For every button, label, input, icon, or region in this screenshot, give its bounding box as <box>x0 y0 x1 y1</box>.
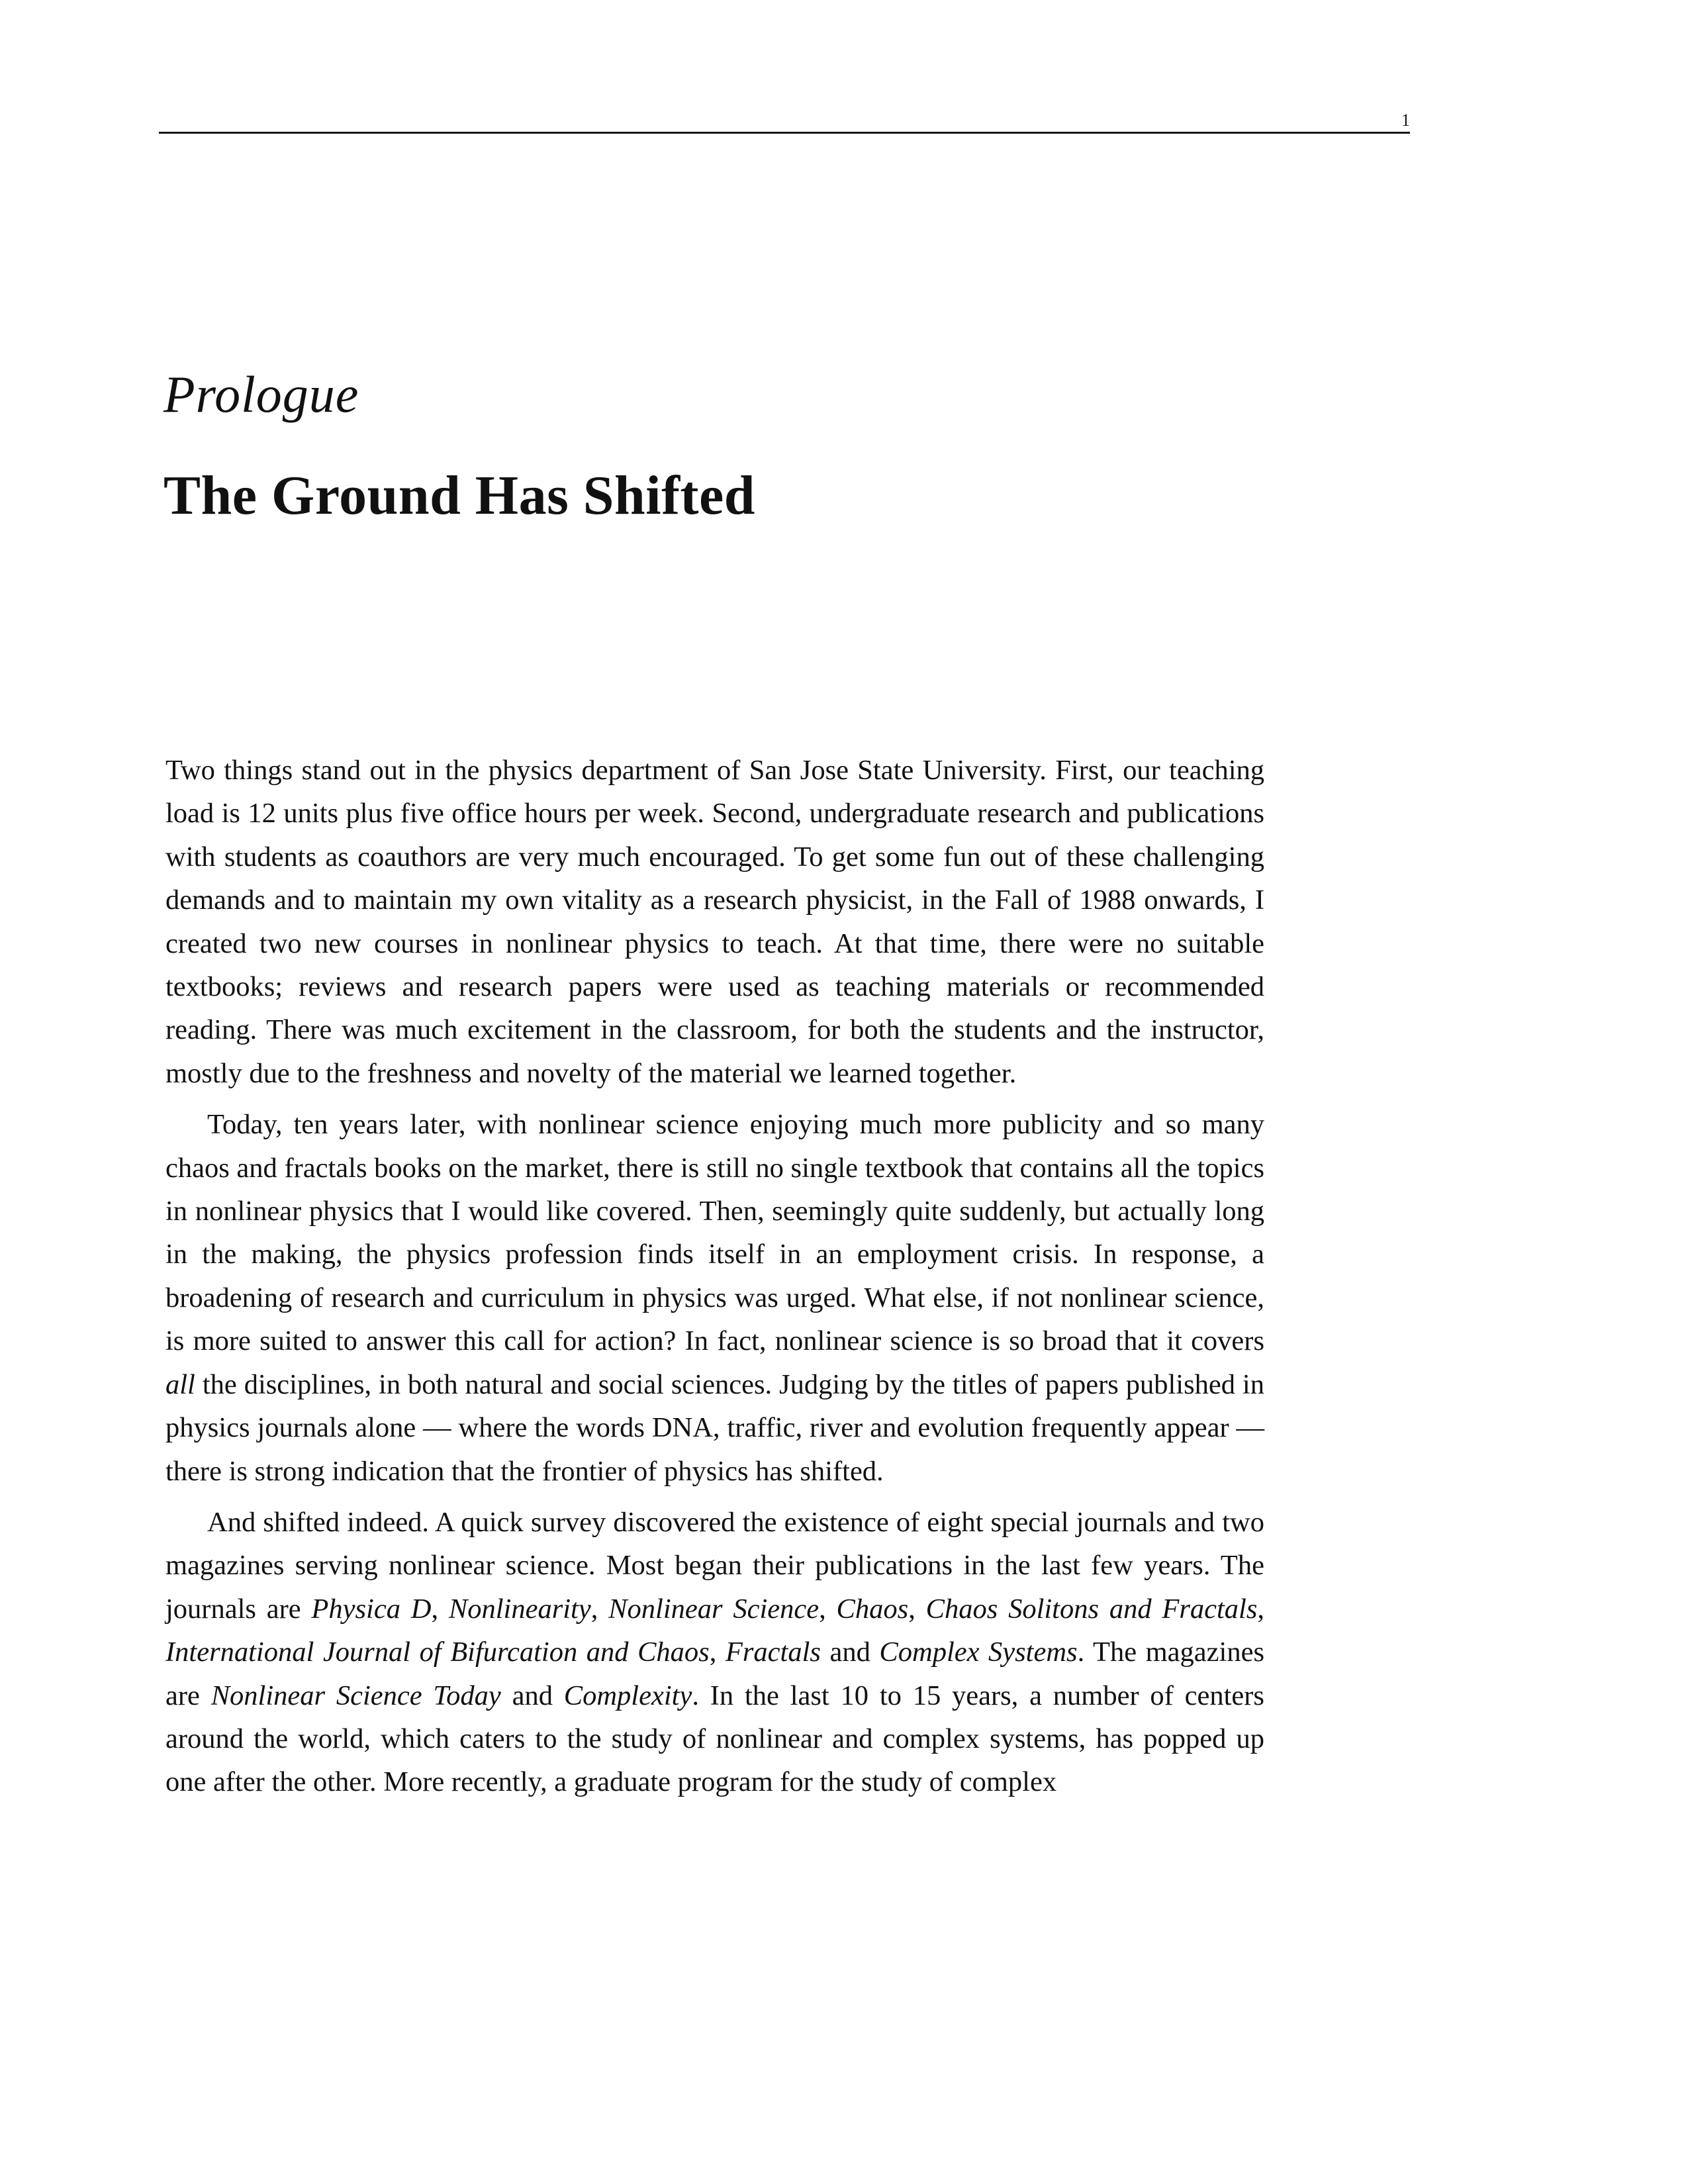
paragraph-2-text-a: Today, ten years later, with nonlinear science enjoying much more publicity and so many chaos and fractals books on the market, there is still no single textbook that contains all the topics in nonlinear physics that I would like covered. Then, seemingly quite suddenly, but actually long in the making, the physics profession finds itself in an employment crisis. In response, a broadening of research and curriculum in physics was urged. What else, if not nonlinear science, is more suited to answer this call for action? In fact, nonlinear science is so broad that it covers <box>165 1109 1264 1357</box>
journal-title: Physica D <box>311 1593 432 1625</box>
part-label: Prologue <box>164 365 359 423</box>
paragraph-3-text-b: . In the last 10 to 15 years, a number of centers around the world, which caters to the study of nonlinear and complex systems, has popped up one after the other. More recently, a graduate program for the study of complex <box>165 1680 1264 1798</box>
paragraph-3 <box>165 1501 1264 1804</box>
journal-title: Complex Systems <box>879 1637 1078 1668</box>
separator: , <box>1257 1593 1265 1625</box>
journal-title: Chaos <box>836 1593 909 1625</box>
separator: , <box>590 1593 609 1625</box>
header-rule <box>159 132 1410 134</box>
separator: and <box>500 1680 564 1711</box>
paragraph-2-text-b: the disciplines, in both natural and social sciences. Judging by the titles of papers published in physics journals alone — where the words DNA, traffic, river and evolution frequently appear — there is strong indication that the frontier of physics has shifted. <box>165 1368 1264 1487</box>
separator: and <box>820 1637 880 1668</box>
paragraph-2 <box>165 1103 1264 1493</box>
body-text <box>165 749 1264 1812</box>
journal-title: International Journal of Bifurcation and Chaos <box>165 1637 710 1668</box>
page-number: 1 <box>1401 111 1410 130</box>
magazine-title: Nonlinear Science Today <box>211 1680 501 1711</box>
journal-title: Chaos Solitons and Fractals <box>925 1593 1258 1625</box>
separator: , <box>819 1593 837 1625</box>
journal-title: Nonlinearity <box>448 1593 591 1625</box>
emphasis-all: all <box>165 1368 195 1400</box>
separator: , <box>709 1637 726 1668</box>
chapter-title: The Ground Has Shifted <box>164 465 756 526</box>
separator: , <box>431 1593 449 1625</box>
journal-title: Nonlinear Science <box>608 1593 820 1625</box>
journal-title: Fractals <box>725 1637 821 1668</box>
paragraph-1: Two things stand out in the physics department of San Jose State University. First, our teaching load is 12 units plus five office hours per week. Second, undergraduate research and publications with students as coauthors are very much encouraged. To get some fun out of these challenging demands and to maintain my own vitality as a research physicist, in the Fall of 1988 onwards, I created two new courses in nonlinear physics to teach. At that time, there were no suitable textbooks; reviews and research papers were used as teaching materials or recommended reading. There was much excitement in the classroom, for both the students and the instructor, mostly due to the freshness and novelty of the material we learned together. <box>165 755 1264 1089</box>
paragraph-3-text-a: And shifted indeed. A quick survey discovered the existence of eight special journals and two magazines serving nonlinear science. Most began their publications in the last few years. The journals are <box>165 1506 1264 1625</box>
paragraph-3-text-mid: . The magazines are <box>165 1637 1264 1711</box>
separator: , <box>908 1593 926 1625</box>
magazine-title: Complexity <box>563 1680 692 1711</box>
